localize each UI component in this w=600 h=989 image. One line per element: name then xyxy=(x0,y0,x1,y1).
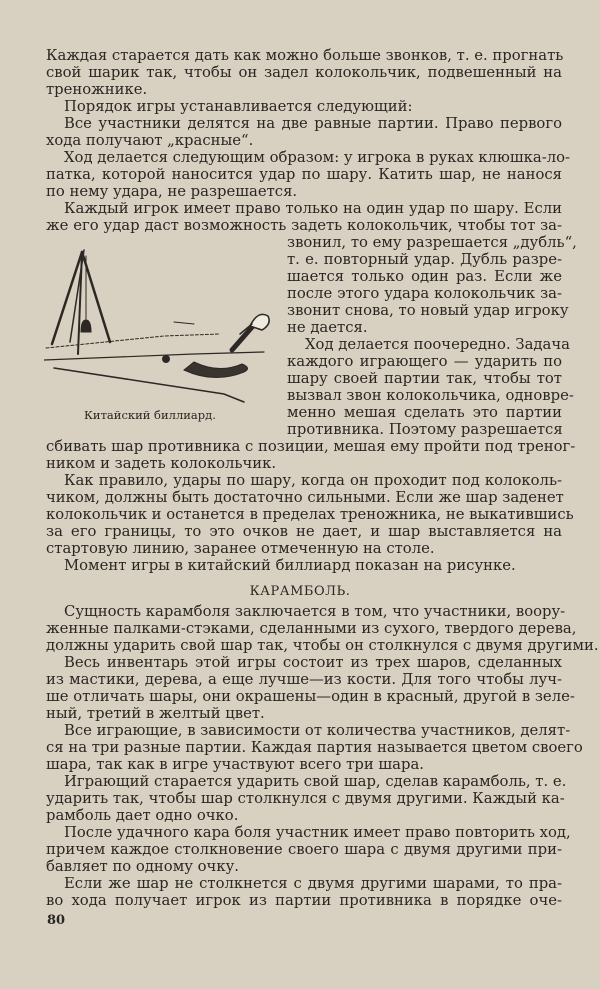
text-line: должны ударить свой шар так, чтобы он столкнулся с двумя другими. xyxy=(46,637,599,654)
text-line: менно мешая сделать это партии xyxy=(287,404,562,421)
text-line: каждого играющего — ударить по xyxy=(287,353,562,370)
text-line: шара, так как в игре участвуют всего три шара. xyxy=(46,756,424,773)
text-line: Ход делается поочередно. Задача xyxy=(305,336,570,353)
text-line: ный, третий в желтый цвет. xyxy=(46,705,265,722)
text-line: стартовую линию, заранее отмеченную на столе. xyxy=(46,540,435,557)
text-line: Если же шар не столкнется с двумя другими шарами, то пра- xyxy=(64,875,562,892)
text-line: причем каждое столкновение своего шара с двумя другими при- xyxy=(46,841,562,858)
text-line: Весь инвентарь этой игры состоит из трех шаров, сделанных xyxy=(64,654,562,671)
text-line: патка, которой наносится удар по шару. Катить шар, не нанося xyxy=(46,166,562,183)
text-block-middle xyxy=(46,438,576,574)
text-line: женные палками-стэками, сделанными из сухого, твердого дерева, xyxy=(46,620,577,637)
text-line: Играющий старается ударить свой шар, сделав карамболь, т. е. xyxy=(64,773,567,790)
text-line: После удачного кара боля участник имеет право повторить ход, xyxy=(64,824,571,841)
text-line: шается только один раз. Если же xyxy=(287,268,562,285)
text-block-wrap xyxy=(287,234,577,438)
page-number: 80 xyxy=(47,913,66,928)
text-line: Все участники делятся на две равные партии. Право первого xyxy=(64,115,562,132)
text-line: свой шарик так, чтобы он задел колокольчик, подвешенный на xyxy=(46,64,562,81)
text-line: Каждая старается дать как можно больше звонков, т. е. прогнать xyxy=(46,47,564,64)
text-line: рамболь дает одно очко. xyxy=(46,807,239,824)
text-block-top xyxy=(46,47,571,234)
text-line: ударить так, чтобы шар столкнулся с двумя другими. Каждый ка- xyxy=(46,790,565,807)
text-line: чиком, должны быть достаточно сильными. Если же шар заденет xyxy=(46,489,564,506)
text-line: ником и задеть колокольчик. xyxy=(46,455,277,472)
text-line: бавляет по одному очку. xyxy=(46,858,239,875)
text-line: ся на три разные партии. Каждая партия называется цветом своего xyxy=(46,739,583,756)
text-line: т. е. повторный удар. Дубль разре- xyxy=(287,251,562,268)
text-line: Как правило, удары по шару, когда он проходит под колоколь- xyxy=(64,472,562,489)
text-line: Момент игры в китайский биллиард показан на рисунке. xyxy=(64,557,516,574)
text-line: ше отличать шары, они окрашены—один в красный, другой в зеле- xyxy=(46,688,575,705)
text-line: во хода получает игрок из партии противника в порядке оче- xyxy=(46,892,562,909)
chinese-billiards-illustration xyxy=(44,244,274,412)
text-line: по нему удара, не разрешается. xyxy=(46,183,298,200)
text-line: звонил, то ему разрешается „дубль“, xyxy=(287,234,577,251)
text-line: Все играющие, в зависимости от количества участников, делят- xyxy=(64,722,571,739)
text-line: за его границы, то это очков не дает, и шар выставляется на xyxy=(46,523,562,540)
text-line: Каждый игрок имеет право только на один удар по шару. Если xyxy=(64,200,562,217)
section-heading: КАРАМБОЛЬ. xyxy=(249,584,351,599)
text-line: не дается. xyxy=(287,319,368,336)
text-line: после этого удара колокольчик за- xyxy=(287,285,562,302)
text-line: шару своей партии так, чтобы тот xyxy=(287,370,562,387)
text-line: же его удар даст возможность задеть колокольчик, чтобы тот за- xyxy=(46,217,562,234)
text-line: Сущность карамболя заключается в том, что участники, воору- xyxy=(64,603,566,620)
text-line: колокольчик и останется в пределах треножника, не выкатившись xyxy=(46,506,574,523)
text-line: Ход делается следующим образом: у игрока в руках клюшка-ло- xyxy=(64,149,571,166)
figure-caption: Китайский биллиард. xyxy=(84,408,216,422)
text-line: вызвал звон колокольчика, одновре- xyxy=(287,387,574,404)
text-block-carom xyxy=(46,603,599,909)
text-line: противника. Поэтому разрешается xyxy=(287,421,563,438)
text-line: треножнике. xyxy=(46,81,148,98)
text-line: звонит снова, то новый удар игроку xyxy=(287,302,569,319)
text-line: хода получают „красные“. xyxy=(46,132,254,149)
text-line: из мастики, дерева, а еще лучше—из кости. Для того чтобы луч- xyxy=(46,671,562,688)
text-line: сбивать шар противника с позиции, мешая ему пройти под треног- xyxy=(46,438,576,455)
text-line: Порядок игры устанавливается следующий: xyxy=(64,98,413,115)
